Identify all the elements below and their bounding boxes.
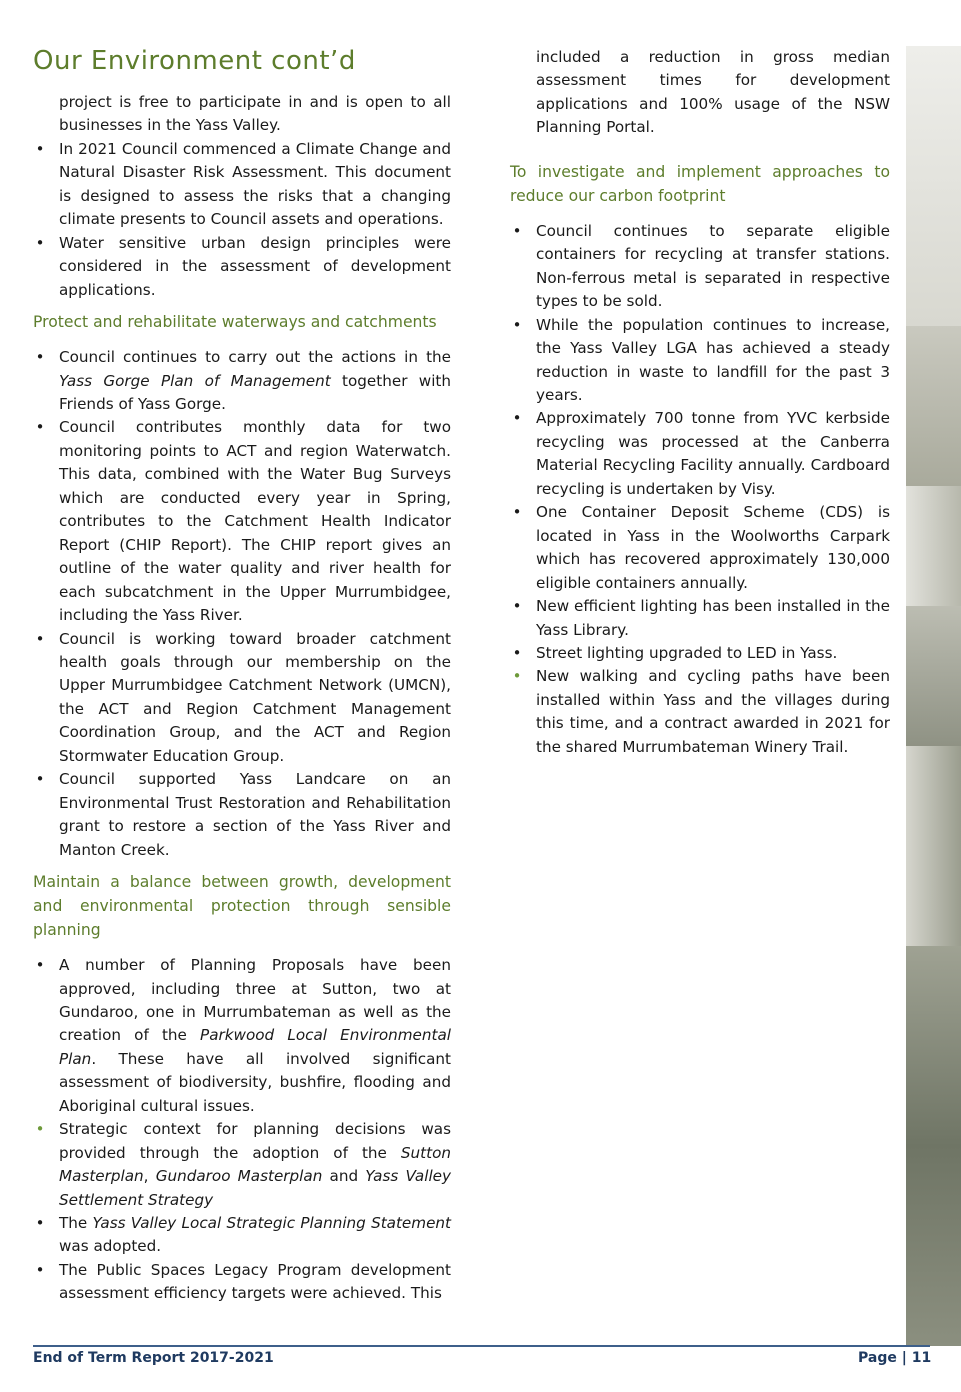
- list-item: • In 2021 Council commenced a Climate Change and Natural Disaster Risk Assessment. This document is designed to assess the risks that a changing climate presents to Council assets and operations.: [35, 139, 451, 229]
- left-column: [33, 91, 451, 1306]
- bullet-icon: •: [35, 629, 45, 648]
- bullet-icon: •: [35, 1260, 45, 1279]
- list-item: • Council contributes monthly data for two monitoring points to ACT and region Waterwatch. This data, combined with the Water Bug Surveys which are conducted every year in Spring, contributes to the Catchment Health Indicator Report (CHIP Report). The CHIP report gives an outline of the water quality and river health for each subcatchment in the Upper Murrumbidgee, including the Yass River.: [35, 418, 451, 625]
- bullet-icon: •: [512, 643, 522, 662]
- list-item: • While the population continues to increase, the Yass Valley LGA has achieved a steady reduction in waste to landfill for the past 3 years.: [512, 315, 890, 404]
- section-heading-planning: Maintain a balance between growth, development and environmental protection through sensible planning: [33, 873, 451, 940]
- waterways-bullet-list: [33, 346, 451, 862]
- document-title: Yass Valley Settlement Strategy: [59, 1167, 451, 1209]
- bullet-icon: •: [512, 409, 522, 428]
- list-item: • Street lighting upgraded to LED in Yass.: [510, 642, 890, 665]
- list-item: • Council continues to carry out the actions in the Yass Gorge Plan of Management together with Friends of Yass Gorge.: [35, 348, 452, 413]
- document-title: Yass Gorge Plan of Management: [59, 371, 331, 390]
- bullet-icon: •: [35, 139, 45, 158]
- bullet-icon: •: [35, 348, 45, 367]
- list-item: • A number of Planning Proposals have been approved, including three at Sutton, two at Gundaroo, one in Murrumbateman as well as the creation of the Parkwood Local Environmental Plan. These have all involved significant assessment of biodiversity, bushfire, flooding and Aboriginal cultural issues.: [35, 956, 451, 1115]
- list-item: • One Container Deposit Scheme (CDS) is located in Yass in the Woolworths Carpark which has recovered approximately 130,000 eligible containers annually.: [512, 503, 890, 592]
- decorative-photo-strip: [906, 46, 961, 1346]
- list-item: • New efficient lighting has been installed in the Yass Library.: [512, 597, 890, 639]
- list-item: • Council continues to separate eligible containers for recycling at transfer stations. Non-ferrous metal is separated in respective types to be sold.: [512, 221, 890, 311]
- bullet-icon: •: [512, 597, 522, 616]
- document-title: Yass Valley Local Strategic Planning Statement: [92, 1214, 451, 1233]
- bullet-icon: •: [35, 233, 45, 252]
- footer-page-number: Page | 11: [858, 1350, 932, 1366]
- intro-continued-text: project is free to participate in and is open to all businesses in the Yass Valley.: [59, 93, 451, 135]
- bullet-icon: •: [35, 1120, 45, 1139]
- section-heading-waterways: Protect and rehabilitate waterways and catchments: [33, 313, 437, 332]
- bullet-icon: •: [35, 418, 45, 437]
- list-item: • Council is working toward broader catchment health goals through our membership on the Upper Murrumbidgee Catchment Network (UMCN), the ACT and Region Catchment Management Coordination Group, and the ACT and Region Stormwater Education Group.: [35, 629, 451, 765]
- list-item: • The Public Spaces Legacy Program development assessment efficiency targets were achieved. This: [35, 1260, 451, 1303]
- planning-bullet-list: [33, 954, 451, 1306]
- list-item: • Approximately 700 tonne from YVC kerbside recycling was processed at the Canberra Material Recycling Facility annually. Cardboard recycling is undertaken by Visy.: [512, 409, 890, 498]
- bullet-icon: •: [512, 221, 522, 240]
- bullet-icon: •: [512, 503, 522, 522]
- continued-text: included a reduction in gross median assessment times for development applications and 100% usage of the NSW Planning Portal.: [536, 48, 890, 137]
- document-title: Sutton Masterplan: [59, 1143, 451, 1186]
- bullet-icon: •: [35, 770, 45, 789]
- list-item: • Water sensitive urban design principles were considered in the assessment of development applications.: [35, 233, 451, 299]
- bullet-icon: •: [35, 956, 45, 975]
- bullet-icon: •: [512, 667, 522, 686]
- bullet-icon: •: [512, 315, 522, 334]
- footer-divider: [33, 1345, 930, 1347]
- carbon-bullet-list: [510, 220, 890, 759]
- list-item: • Council supported Yass Landcare on an Environmental Trust Restoration and Rehabilitation grant to restore a section of the Yass River and Manton Creek.: [35, 770, 451, 859]
- page-title: Our Environment cont’d: [33, 46, 356, 76]
- footer-report-name: End of Term Report 2017-2021: [33, 1350, 274, 1366]
- list-item: • New walking and cycling paths have been installed within Yass and the villages during this time, and a contract awarded in 2021 for the shared Murrumbateman Winery Trail.: [512, 667, 890, 756]
- document-title: Gundaroo Masterplan: [155, 1167, 323, 1186]
- document-title: Parkwood Local Environmental Plan: [59, 1026, 451, 1068]
- list-item: • The Yass Valley Local Strategic Planning Statement was adopted.: [35, 1214, 451, 1256]
- right-column: [510, 46, 890, 759]
- bullet-icon: •: [35, 1214, 45, 1233]
- section-heading-carbon: To investigate and implement approaches to reduce our carbon footprint: [510, 162, 890, 205]
- list-item: • Strategic context for planning decisions was provided through the adoption of the Sutton Masterplan, Gundaroo Masterplan and Yass Valley Settlement Strategy: [35, 1120, 451, 1209]
- intro-bullet-list: [33, 138, 451, 302]
